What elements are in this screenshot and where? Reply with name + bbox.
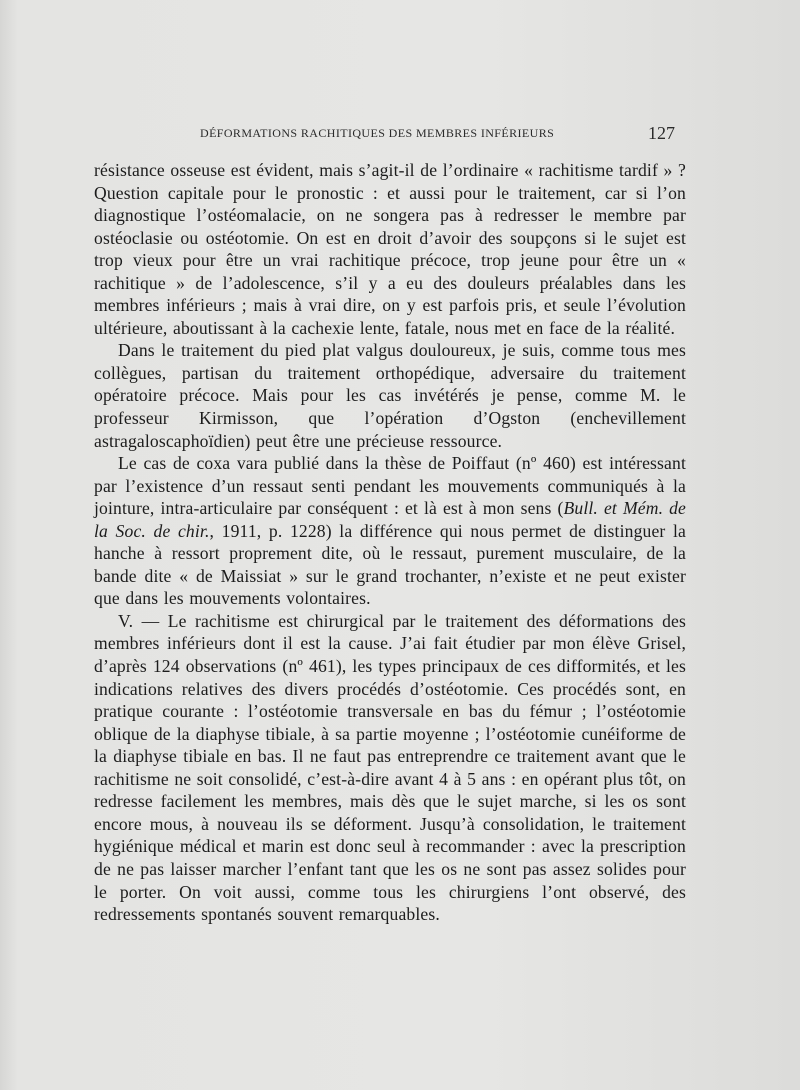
citation-journal: Bull. et Mém. de la Soc. de chir. bbox=[94, 498, 687, 541]
running-head: DÉFORMATIONS RACHITIQUES DES MEMBRES INFÉRIEURS bbox=[200, 126, 555, 140]
paragraph-3 bbox=[94, 452, 686, 610]
paragraph-1 bbox=[94, 159, 686, 339]
paragraph-4 bbox=[94, 610, 686, 926]
paragraph-2-text: Dans le traitement du pied plat valgus douloureux, je suis, comme tous mes collègues, partisan du traitement orthopédique, adversaire du traitement opératoire précoce. Mais pour les cas invétérés je pense, comme M. le professeur Kirmisson, que l’opération d’Ogston (enchevillement astragaloscaphoïdien) peut être une précieuse ressource. bbox=[94, 340, 686, 451]
page-number: 127 bbox=[648, 123, 675, 143]
paragraph-3-text-b: , 1911, p. 1228) la différence qui nous permet de distinguer la hanche à ressort proprement dite, où le ressaut, purement musculaire, de la bande dite « de Maissiat » sur le grand trochanter, n’existe et ne peut exister que dans les mouvements volontaires. bbox=[94, 520, 686, 609]
body-text bbox=[94, 159, 686, 926]
paragraph-1-text: résistance osseuse est évident, mais s’agit-il de l’ordinaire « rachitisme tardif » ? Question capitale pour le pronostic : et aussi pour le traitement, car si l’on diagnostique l’ostéomalacie, on ne songera pas à redresser le membre par ostéoclasie ou ostéotomie. On est en droit d’avoir des soupçons si le sujet est trop vieux pour être un vrai rachitique précoce, trop jeune pour être un « rachitique » de l’adolescence, s’il y a eu des douleurs préalables dans les membres inférieurs ; mais à vrai dire, on y est parfois pris, et seule l’évolution ultérieure, aboutissant à la cachexie lente, fatale, nous met en face de la réalité. bbox=[94, 160, 686, 338]
paragraph-4-text: V. — Le rachitisme est chirurgical par le traitement des déformations des membres inférieurs dont il est la cause. J’ai fait étudier par mon élève Grisel, d’après 124 observations (nº 461), les types principaux de ces difformités, et les indications relatives des divers procédés d’ostéotomie. Ces procédés sont, en pratique courante : l’ostéotomie transversale en bas du fémur ; l’ostéotomie oblique de la diaphyse tibiale, à sa partie moyenne ; l’ostéotomie cunéiforme de la diaphyse tibiale en bas. Il ne faut pas entreprendre ce traitement avant que le rachitisme ne soit consolidé, c’est-à-dire avant 4 à 5 ans : en opérant plus tôt, on redresse facilement les membres, mais dès que le sujet marche, si les os sont encore mous, à nouveau ils se déforment. Jusqu’à consolidation, le traitement hygiénique médical et marin est donc seul à recommander : avec la prescription de ne pas laisser marcher l’enfant tant que les os ne sont pas assez solides pour le porter. On voit aussi, comme tous les chirurgiens l’ont observé, des redressements spontanés souvent remarquables. bbox=[94, 610, 686, 925]
paragraph-2 bbox=[94, 339, 686, 452]
paragraph-3-text-a: Le cas de coxa vara publié dans la thèse de Poiffaut (nº 460) est intéressant par l’existence d’un ressaut senti pendant les mouvements communiqués à la jointure, intra-articulaire par conséquent : et là est à mon sens ( bbox=[94, 453, 686, 519]
